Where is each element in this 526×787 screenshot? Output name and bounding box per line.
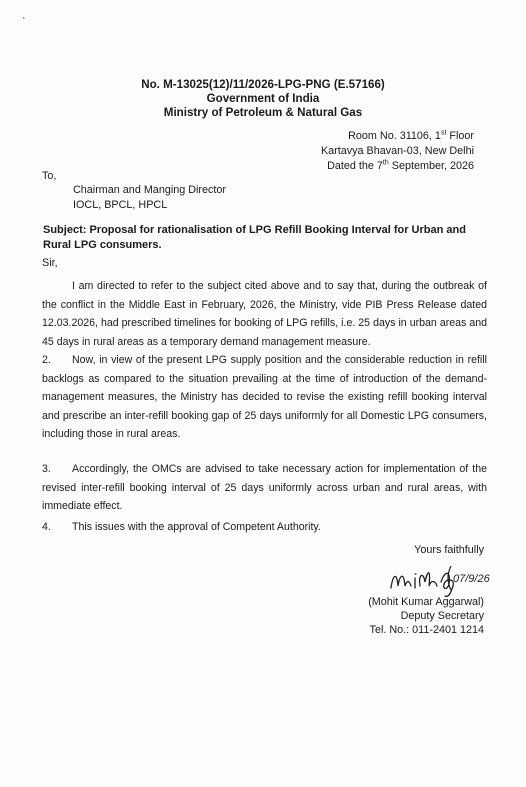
ministry-heading: Ministry of Petroleum & Natural Gas — [163, 106, 363, 119]
paragraph-3: 3. Accordingly, the OMCs are advised to take necessary action for implementation of the revised inter-refill booking interval of 25 days uniformly across urban and rural areas, with immediate effect. — [42, 463, 487, 513]
letter-date: Dated the 7th September, 2026 — [327, 159, 474, 172]
subject-line: Subject: Proposal for rationalisation of LPG Refill Booking Interval for Urban and Rural LPG consumers. — [43, 224, 466, 251]
government-heading: Government of India — [206, 92, 320, 105]
paragraph-1: I am directed to refer to the subject cited above and to say that, during the outbreak of the conflict in the Middle East in February, 2026, the Ministry, vide PIB Press Release dated 12.03.2026, had prescribed timelines for booking of LPG refills, i.e. 25 days in urban areas and 45 days in rural areas as a temporary demand management measure. — [42, 280, 487, 348]
reference-number: No. M-13025(12)/11/2026-LPG-PNG (E.57166) — [141, 78, 385, 91]
closing: Yours faithfully — [414, 544, 484, 556]
signatory-telephone: Tel. No.: 011-2401 1214 — [369, 624, 484, 636]
paragraph-4: 4. This issues with the approval of Competent Authority. — [42, 521, 321, 533]
signatory-designation: Deputy Secretary — [400, 610, 484, 622]
paragraph-2: 2. Now, in view of the present LPG supply position and the considerable reduction in refill backlogs as compared to the situation prevailing at the time of introduction of the demand-management measures, the Ministry has decided to revise the existing refill booking interval and prescribe an inter-refill booking gap of 25 days uniformly for all Domestic LPG consumers, including those in rural areas. — [42, 354, 487, 441]
corner-mark: · — [22, 12, 26, 24]
signatory-name: (Mohit Kumar Aggarwal) — [368, 596, 484, 608]
to-label: To, — [42, 170, 57, 182]
address-bhavan: Kartavya Bhavan-03, New Delhi — [320, 145, 474, 157]
salutation: Sir, — [42, 257, 58, 269]
address-room: Room No. 31106, 1st Floor — [348, 129, 474, 142]
svg-text:07/9/26: 07/9/26 — [453, 573, 490, 585]
recipient-line-1: Chairman and Manging Director — [73, 184, 227, 196]
recipient-line-2: IOCL, BPCL, HPCL — [73, 199, 168, 211]
